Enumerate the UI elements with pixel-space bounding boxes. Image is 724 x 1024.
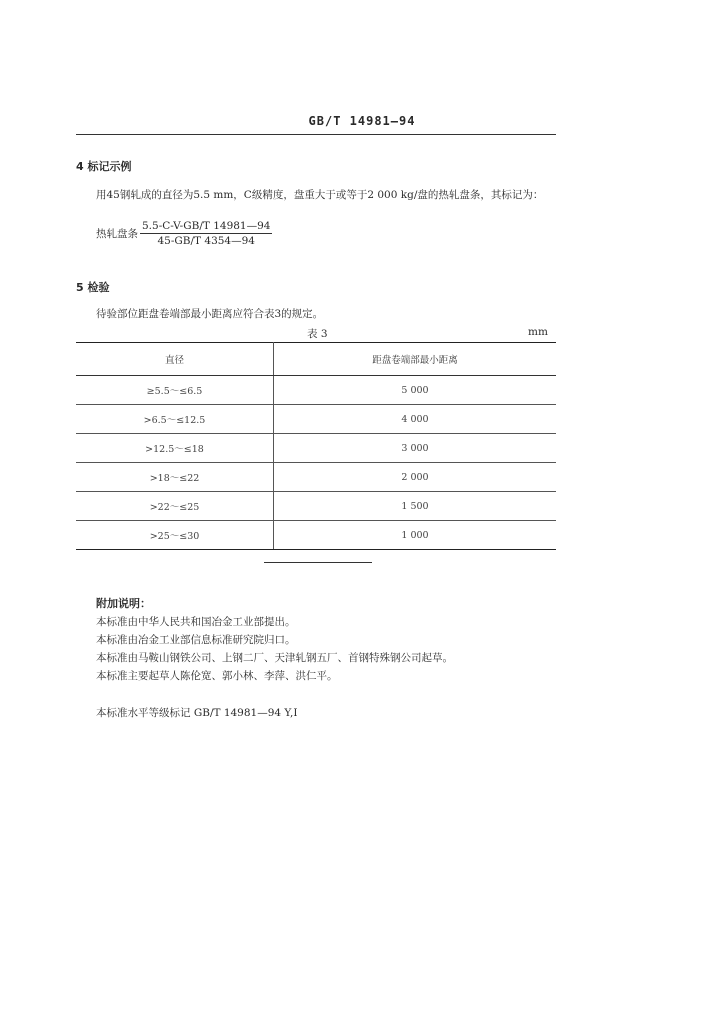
- cell-diameter: >6.5～≤12.5: [76, 405, 274, 434]
- table-row: [76, 492, 556, 521]
- cell-distance: 1 000: [274, 521, 557, 550]
- cell-diameter: >25～≤30: [76, 521, 274, 550]
- table-header-row: [76, 343, 556, 376]
- table-row: [76, 521, 556, 550]
- note-line: 本标准主要起草人陈伦宽、郭小林、李萍、洪仁平。: [96, 670, 338, 682]
- header-rule: [76, 134, 556, 135]
- marking-denominator: 45-GB/T 4354—94: [157, 235, 255, 247]
- table-row: [76, 463, 556, 492]
- marking-example: [96, 220, 272, 247]
- cell-distance: 1 500: [274, 492, 557, 521]
- cell-distance: 5 000: [274, 376, 557, 405]
- spec-table: [76, 342, 556, 550]
- note-line: 本标准由冶金工业部信息标准研究院归口。: [96, 634, 296, 646]
- header-min-distance: 距盘卷端部最小距离: [274, 343, 557, 376]
- cell-diameter: >22～≤25: [76, 492, 274, 521]
- table-row: [76, 434, 556, 463]
- section-5-heading: 5 检验: [76, 281, 110, 294]
- table-caption: 表 3: [307, 328, 328, 340]
- header-diameter: 直径: [76, 343, 274, 376]
- cell-diameter: >12.5～≤18: [76, 434, 274, 463]
- marking-numerator: 5.5-C-V-GB/T 14981—94: [142, 220, 271, 232]
- table-unit: mm: [528, 326, 548, 338]
- marking-fraction: [140, 220, 272, 247]
- page-header-title: GB/T 14981—94: [308, 114, 416, 128]
- section-4-heading: 4 标记示例: [76, 160, 132, 173]
- note-line: 本标准由马鞍山钢铁公司、上钢二厂、天津轧钢五厂、首钢特殊钢公司起草。: [96, 652, 453, 664]
- notes-heading: 附加说明：: [96, 597, 151, 610]
- section-5-body: 待验部位距盘卷端部最小距离应符合表3的规定。: [96, 308, 324, 320]
- end-rule: [264, 562, 372, 563]
- section-4-body: 用45钢轧成的直径为5.5 mm，C级精度，盘重大于或等于2 000 kg/盘的热轧盘条，其标记为：: [96, 189, 544, 201]
- cell-distance: 4 000: [274, 405, 557, 434]
- cell-distance: 2 000: [274, 463, 557, 492]
- note-line: 本标准由中华人民共和国冶金工业部提出。: [96, 616, 296, 628]
- table-row: [76, 405, 556, 434]
- cell-diameter: ≥5.5～≤6.5: [76, 376, 274, 405]
- level-mark: 本标准水平等级标记 GB/T 14981—94 Y,I: [96, 707, 298, 719]
- cell-diameter: >18～≤22: [76, 463, 274, 492]
- marking-prefix: 热轧盘条: [96, 228, 138, 240]
- table-row: [76, 376, 556, 405]
- cell-distance: 3 000: [274, 434, 557, 463]
